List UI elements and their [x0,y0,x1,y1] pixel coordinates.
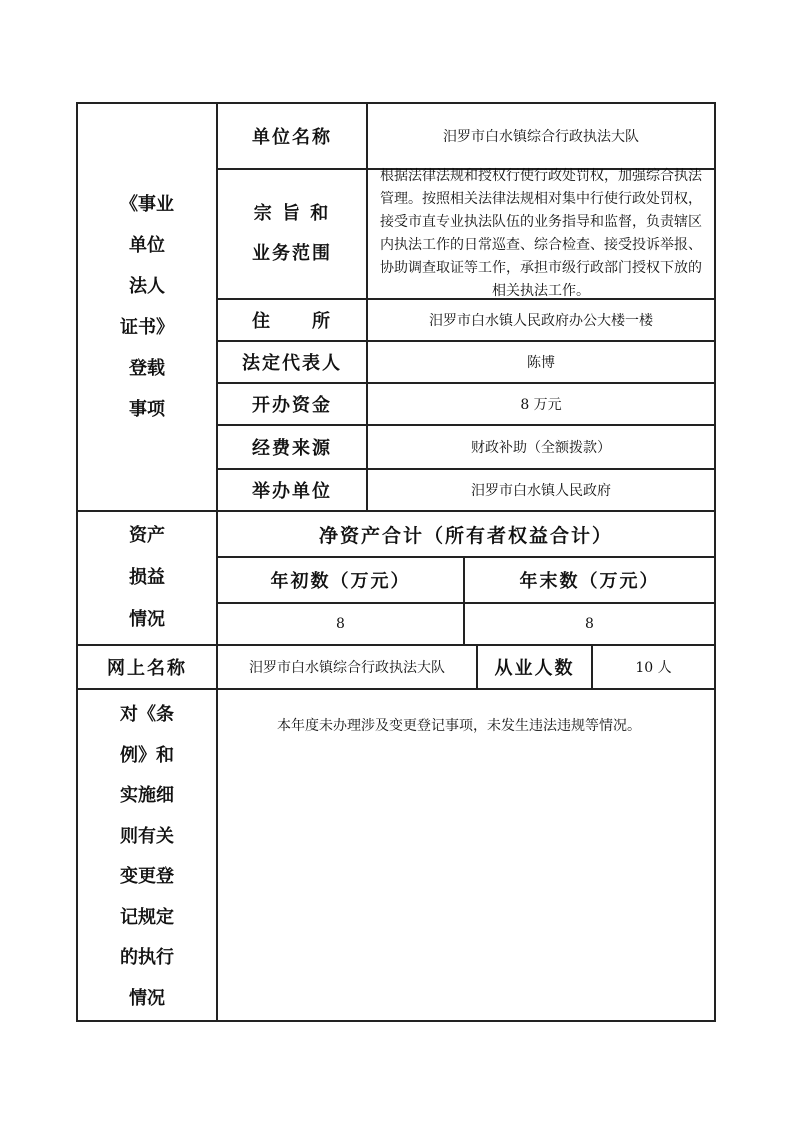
label-line: 单位 [129,235,165,256]
funding-value: 财政补助（全额拨款） [366,424,716,470]
label-line: 对《条 [120,704,174,725]
label-line: 情况 [129,609,165,630]
label-line: 资产 [129,525,165,546]
address-value: 汨罗市白水镇人民政府办公大楼一楼 [366,298,716,342]
scope-label-line1: 宗 旨 和 [253,203,331,224]
net-assets-label: 净资产合计（所有者权益合计） [216,510,716,558]
label-line: 证书》 [120,317,174,338]
label-line: 法人 [129,276,165,297]
address-label: 住 所 [216,298,368,342]
staff-value: 10 人 [591,644,716,690]
unit-name-label: 单位名称 [216,102,368,170]
scope-value: 根据法律法规和授权行使行政处罚权，加强综合执法管理。按照相关法律法规相对集中行使行政处罚权，接受市直专业执法队伍的业务指导和监督，负责辖区内执法工作的日常巡查、综合检查、接受投诉举报、协助调查取证等工作，承担市级行政部门授权下放的相关执法工作。 [380,168,702,299]
staff-label: 从业人数 [476,644,593,690]
scope-value-cell [366,168,716,300]
funding-label: 经费来源 [216,424,368,470]
unit-name-value: 汨罗市白水镇综合行政执法大队 [366,102,716,170]
legal-rep-value: 陈博 [366,340,716,384]
sponsor-label: 举办单位 [216,468,368,512]
capital-value: 8 万元 [366,382,716,426]
label-line: 的执行 [120,947,174,968]
end-year-value: 8 [463,602,716,646]
label-line: 损益 [129,567,165,588]
sponsor-value: 汨罗市白水镇人民政府 [366,468,716,512]
compliance-label [76,688,218,1022]
label-line: 事项 [129,399,165,420]
label-line: 例》和 [120,744,174,766]
scope-label [216,168,368,300]
label-line: 变更登 [120,866,174,887]
online-name-value: 汨罗市白水镇综合行政执法大队 [216,644,478,690]
begin-year-label: 年初数（万元） [216,556,465,604]
online-name-label: 网上名称 [76,644,218,690]
label-line: 记规定 [120,906,174,928]
label-line: 《事业 [120,194,174,215]
legal-rep-label: 法定代表人 [216,340,368,384]
label-line: 则有关 [120,825,174,847]
label-line: 情况 [129,987,165,1009]
label-line: 实施细 [120,785,174,806]
compliance-value-cell [216,688,716,1022]
scope-label-line2: 业务范围 [252,243,332,264]
capital-label: 开办资金 [216,382,368,426]
registration-section-label [76,102,218,512]
label-line: 登载 [129,358,165,379]
end-year-label: 年末数（万元） [463,556,716,604]
compliance-value: 本年度未办理涉及变更登记事项，未发生违法违规等情况。 [277,718,641,734]
begin-year-value: 8 [216,602,465,646]
assets-section-label [76,510,218,646]
